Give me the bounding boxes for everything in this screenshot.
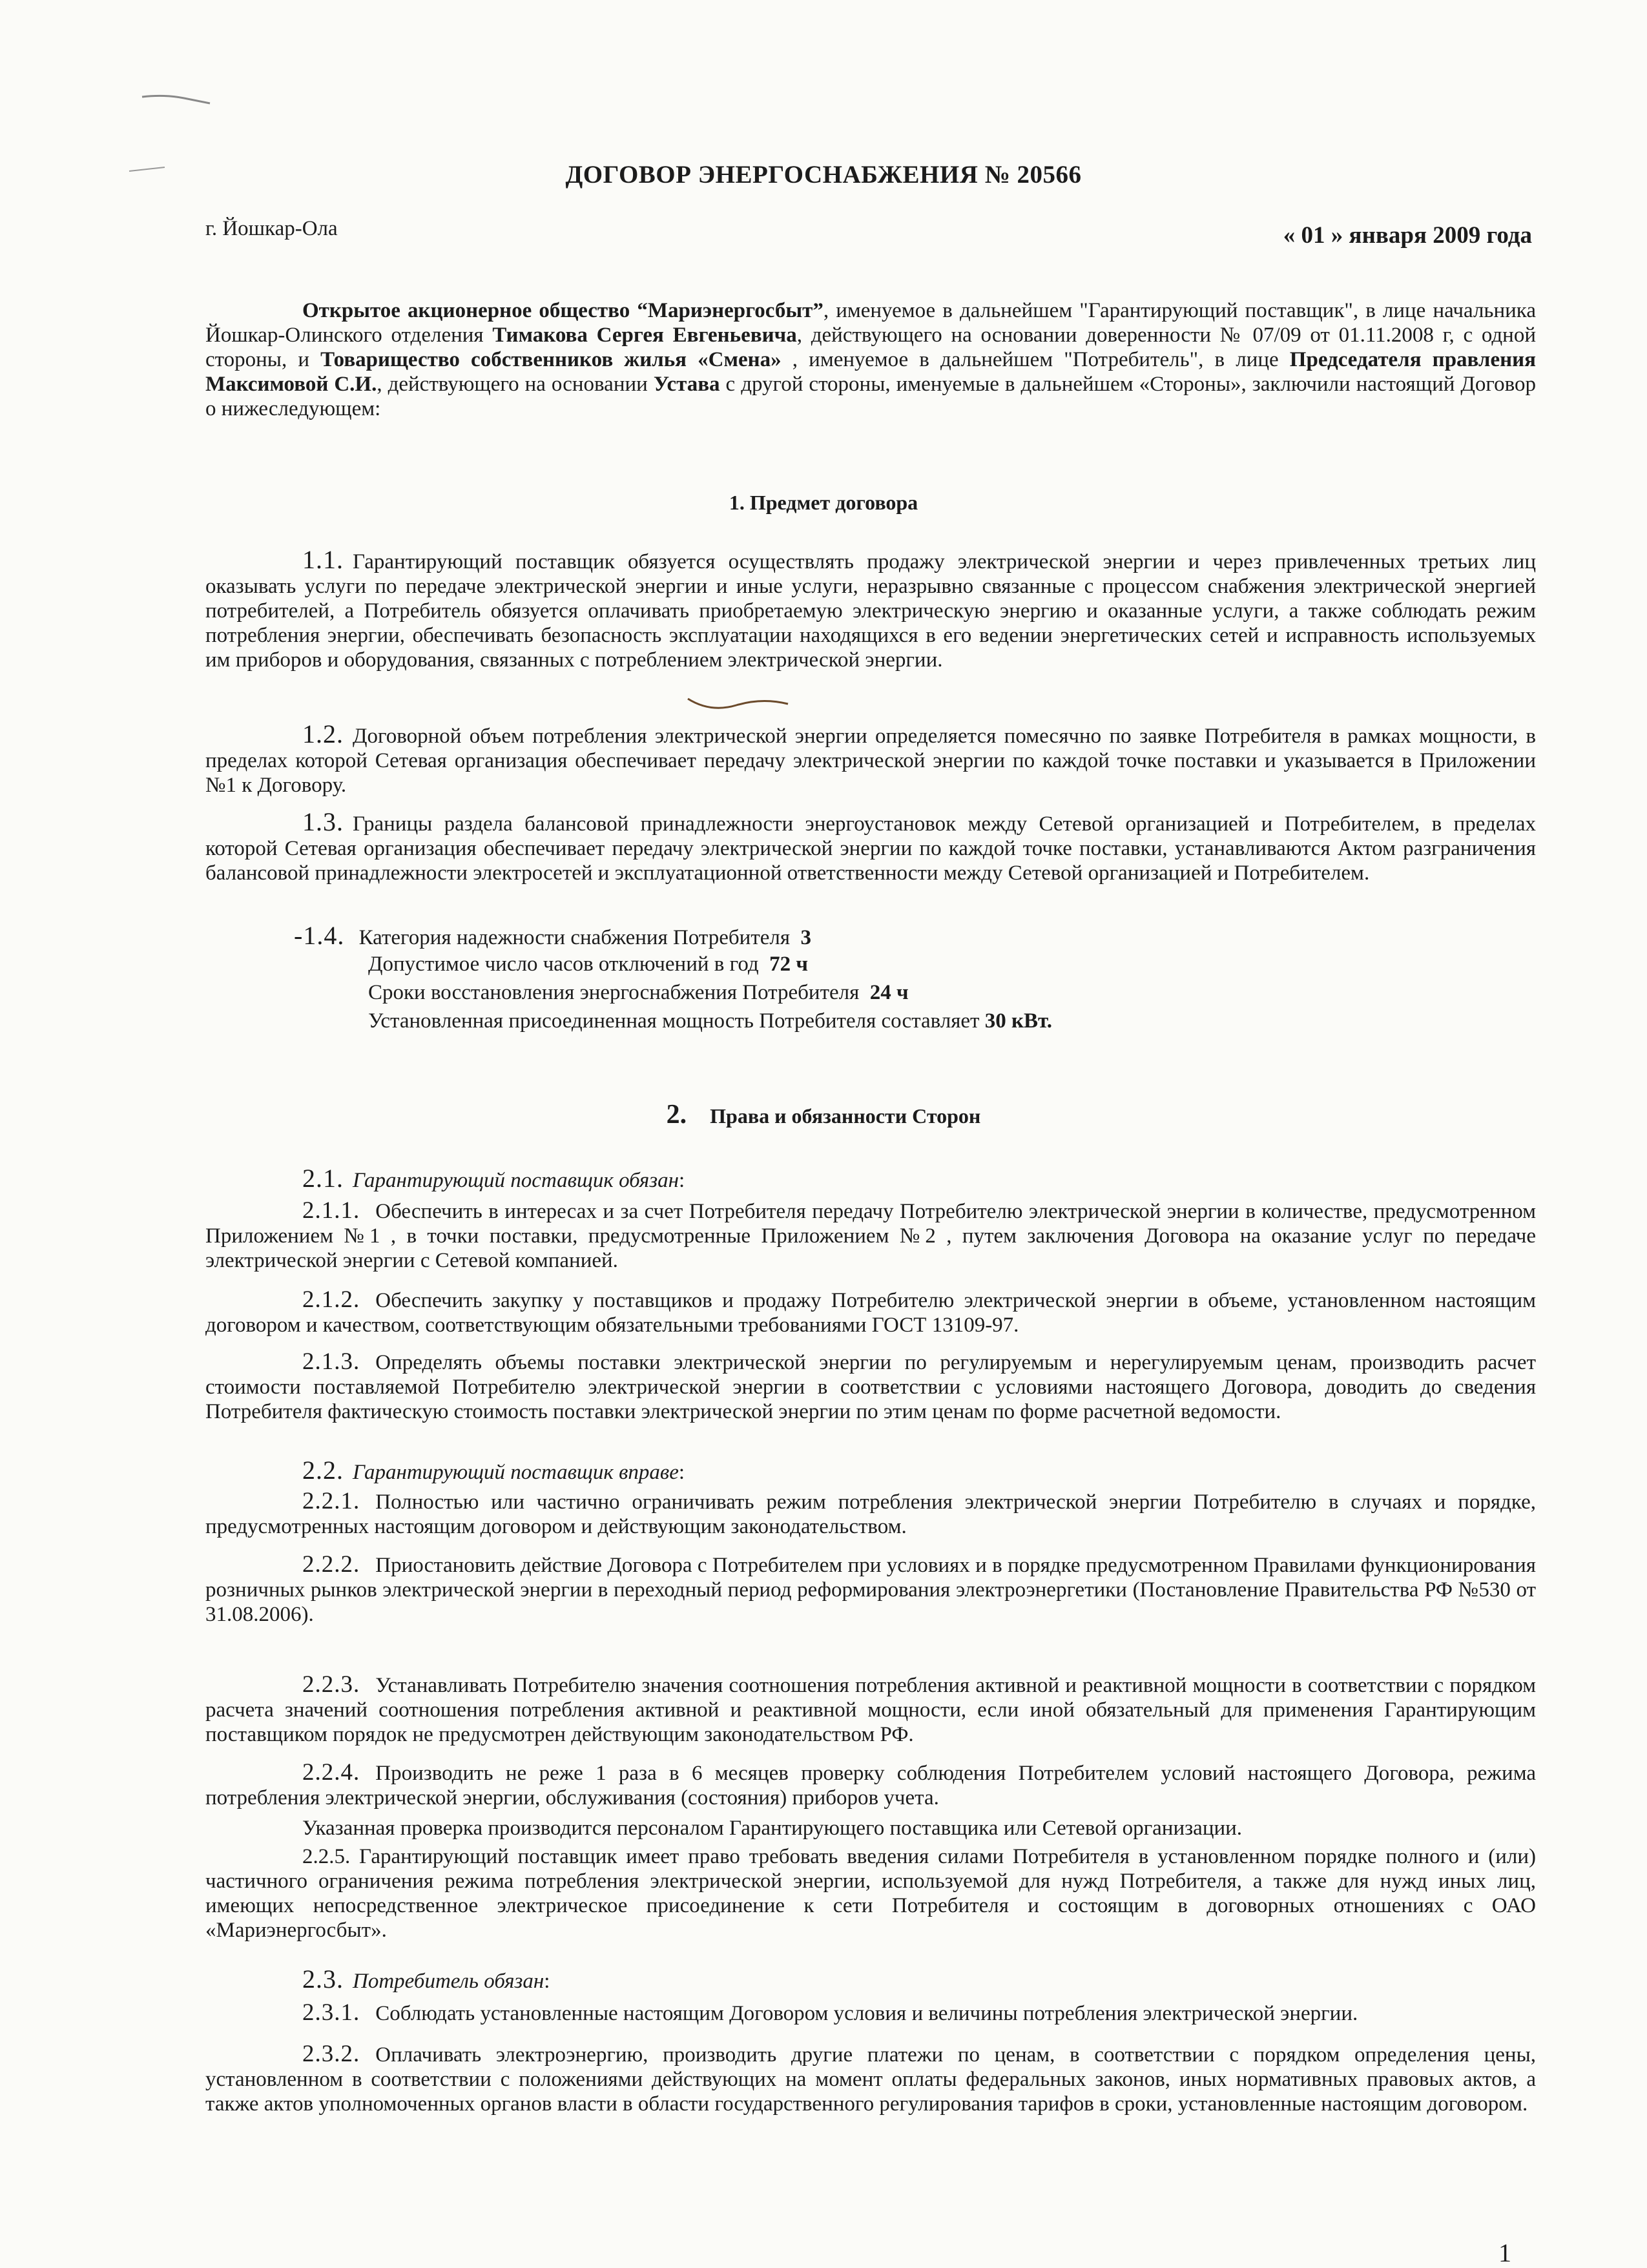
- preamble-party2: Товарищество собственников жилья «Смена»: [320, 348, 782, 371]
- clause-number: 2.2.2.: [302, 1551, 360, 1578]
- clause-2-2: 2.2. Гарантирующий поставщик вправе:: [302, 1456, 685, 1485]
- clause-text: Гарантирующий поставщик обязуется осуществлять продажу электрической энергии и через привлеченных третьих лиц оказывать услуги по передаче электрической энергии и иные услуги, неразрывно связанные с процессом снабжения электрической энергией потребителей, а Потребитель обязуется оплачивать приобретаемую электрическую энергию и оказанные услуги, а также соблюдать режим потребления энергии, обеспечивать безопасность эксплуатации находящихся в его ведении энергетических сетей и исправность используемых им приборов и оборудования, связанных с потреблением электрической энергии.: [205, 550, 1536, 672]
- clause-2-1-1: [205, 1199, 1536, 1273]
- preamble-text: , именуемое в дальнейшем "Потребитель", в лице: [781, 348, 1290, 371]
- contract-date: « 01 » января 2009 года: [1283, 222, 1532, 249]
- preamble-text: , действующего на основании: [377, 373, 654, 396]
- clause-number: 2.1.: [302, 1164, 344, 1193]
- clause-text: Договорной объем потребления электрической энергии определяется помесячно по заявке Потребителя в рамках мощности, в пределах которой Сетевая организация обеспечивает передачу электрической энергии по каждой точке поставки и указывается в Приложении №1 к Договору.: [205, 725, 1536, 797]
- clause-text: Устанавливать Потребителю значения соотношения потребления активной и реактивной мощности в соответствии с порядком расчета значений соотношения потребления активной и реактивной мощности, если иной обязательный для применения Гарантирующим поставщиком порядок не предусмотрен действующим законодательством РФ.: [205, 1674, 1536, 1746]
- clause-number: 2.2.: [302, 1456, 344, 1485]
- clause-2-2-2: [205, 1552, 1536, 1627]
- clause-text: Обеспечить закупку у поставщиков и продажу Потребителю электрической энергии в объеме, установленном настоящим договором и качеством, соответствующим обязательными требованиями ГОСТ 13109-97.: [205, 1289, 1536, 1337]
- outage-hours-row: [368, 952, 808, 976]
- preamble-text: , действующего на основании доверенности № 07/09 от 01.11.2008 г, с одной стороны, и: [205, 324, 1536, 371]
- clause-2-2-4: [205, 1760, 1536, 1810]
- section-number: 2.: [666, 1100, 687, 1129]
- clause-2-2-4-note: Указанная проверка производится персоналом Гарантирующего поставщика или Сетевой организации.: [302, 1817, 1243, 1840]
- clause-number: 1.3.: [302, 807, 344, 836]
- restore-time-label: Сроки восстановления энергоснабжения Потребителя: [368, 981, 860, 1004]
- contract-title: ДОГОВОР ЭНЕРГОСНАБЖЕНИЯ № 20566: [565, 161, 1082, 189]
- clause-text: Границы раздела балансовой принадлежности энергоустановок между Сетевой организацией и Потребителем, в пределах которой Сетевая организация обеспечивает передачу электрической энергии по каждой точке поставки, устанавливаются Актом разграничения балансовой принадлежности электросетей и эксплуатационной ответственности между Сетевой организацией и Потребителем.: [205, 812, 1536, 885]
- preamble-basis: Устава: [653, 373, 720, 396]
- clause-number: 2.1.3.: [302, 1348, 360, 1375]
- clause-2-3: 2.3. Потребитель обязан:: [302, 1964, 550, 1994]
- clause-number: 1.1.: [302, 545, 344, 574]
- clause-2-3-1: [205, 2001, 1536, 2026]
- connected-power-value: 30 кВт.: [984, 1009, 1052, 1033]
- preamble-signer2: Председателя правления Максимовой С.И.: [205, 348, 1536, 396]
- clause-text: Обеспечить в интересах и за счет Потребителя передачу Потребителю электрической энергии в количестве, предусмотренном Приложением №1 , в точки поставки, предусмотренные Приложением №2 , путем заключения Договора на оказание услуг по передаче электрической энергии с Сетевой компанией.: [205, 1200, 1536, 1272]
- clause-2-1-3: [205, 1350, 1536, 1424]
- clause-text: Оплачивать электроэнергию, производить другие платежи по ценам, в соответствии с порядком определения цены, установленном в соответствии с положениями действующих на момент оплаты федеральных законов, иных нормативных правовых актов, а также актов уполномоченных органов власти в области государственного регулирования тарифов в сроки, установленные настоящим договором.: [205, 2043, 1536, 2116]
- preamble-text: , именуемое в дальнейшем "Гарантирующий поставщик", в лице начальника Йошкар-Олинского отделения: [205, 299, 1536, 347]
- clause-number: 2.3.2.: [302, 2041, 360, 2067]
- clause-number: 2.3.1.: [302, 1999, 360, 2026]
- clause-2-1-2: [205, 1288, 1536, 1337]
- clause-number: 2.2.4.: [302, 1759, 360, 1786]
- clause-text: Гарантирующий поставщик вправе: [353, 1461, 679, 1484]
- section-2-heading: [0, 1099, 1647, 1130]
- outage-hours-label: Допустимое число часов отключений в год: [368, 953, 759, 976]
- clause-1-1: [205, 545, 1536, 672]
- pen-squiggle: [685, 691, 794, 717]
- page-number: 1: [1498, 2238, 1511, 2267]
- preamble-text: с другой стороны, именуемые в дальнейшем «Стороны», заключили настоящий Договор о нижеследующем:: [205, 373, 1536, 420]
- connected-power-row: [368, 1009, 1052, 1033]
- contract-city: г. Йошкар-Ола: [205, 217, 338, 240]
- clause-2-3-2: [205, 2042, 1536, 2116]
- outage-hours-value: 72 ч: [769, 953, 809, 976]
- section-1-heading: 1. Предмет договора: [729, 491, 918, 514]
- clause-2-2-1: [205, 1489, 1536, 1539]
- clause-number: 2.1.2.: [302, 1286, 360, 1313]
- clause-number: 2.2.3.: [302, 1671, 360, 1698]
- clause-number: 2.1.1.: [302, 1197, 360, 1224]
- restore-time-row: [368, 980, 909, 1005]
- clause-text: Приостановить действие Договора с Потребителем при условиях и в порядке предусмотренном Правилами функционирования розничных рынков электрической энергии в переходный период реформирования электроэнергетики (Постановление Правительства РФ №530 от 31.08.2006).: [205, 1554, 1536, 1626]
- clause-number: 2.2.1.: [302, 1488, 360, 1514]
- section-title: Права и обязанности Сторон: [710, 1104, 981, 1128]
- clause-2-2-5: 2.2.5. Гарантирующий поставщик имеет право требовать введения силами Потребителя в установленном порядке полного и (или) частичного ограничения режима потребления электрической энергии, используемой для нужд Потребителя, а также для нужд иных лиц, имеющих непосредственное электрическое присоединение к сети Потребителя и состоящим в договорных отношениях с ОАО «Мариэнергосбыт».: [205, 1845, 1536, 1942]
- clause-text: Потребитель обязан: [353, 1970, 544, 1993]
- clause-text: Полностью или частично ограничивать режим потребления электрической энергии Потребителю в случаях и порядке, предусмотренных настоящим договором и действующим законодательством.: [205, 1490, 1536, 1538]
- preamble: [205, 298, 1536, 421]
- reliability-category-value: 3: [800, 926, 812, 949]
- preamble-party1: Открытое акционерное общество “Мариэнергосбыт”: [302, 299, 824, 322]
- preamble-signer1: Тимакова Сергея Евгеньевича: [492, 324, 797, 347]
- clause-number: 2.3.: [302, 1964, 344, 1994]
- scan-mark-top-left: [139, 90, 216, 116]
- clause-number: 1.2.: [302, 719, 344, 748]
- clause-number: -1.4.: [294, 921, 345, 950]
- reliability-category-label: Категория надежности снабжения Потребителя: [358, 926, 791, 949]
- clause-text: Определять объемы поставки электрической энергии по регулируемым и нерегулируемым ценам, производить расчет стоимости поставляемой Потребителю электрической энергии в соответствии с условиями настоящего Договора, доводить до сведения Потребителя фактическую стоимость поставки электрической энергии по этим ценам по форме расчетной ведомости.: [205, 1351, 1536, 1423]
- clause-1-4: [294, 923, 811, 950]
- clause-text: Гарантирующий поставщик обязан: [353, 1169, 679, 1192]
- connected-power-label: Установленная присоединенная мощность Потребителя составляет: [368, 1009, 980, 1033]
- clause-2-1: 2.1. Гарантирующий поставщик обязан:: [302, 1164, 685, 1193]
- clause-1-3: [205, 807, 1536, 885]
- restore-time-value: 24 ч: [869, 981, 909, 1004]
- clause-text: Производить не реже 1 раза в 6 месяцев проверку соблюдения Потребителем условий настоящего Договора, режима потребления электрической энергии, обслуживания (состояния) приборов учета.: [205, 1762, 1536, 1809]
- clause-2-2-3: [205, 1673, 1536, 1747]
- clause-1-2: [205, 719, 1536, 798]
- clause-text: Соблюдать установленные настоящим Договором условия и величины потребления электрической энергии.: [375, 2002, 1358, 2025]
